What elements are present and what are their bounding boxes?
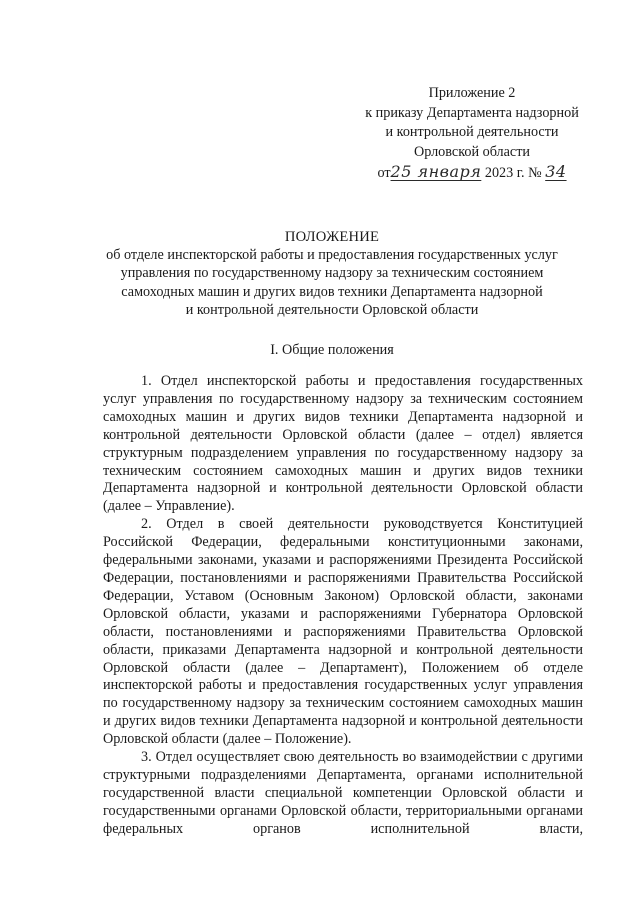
document-body: [103, 373, 583, 839]
paragraph-2: 2. Отдел в своей деятельности руководствуется Конституцией Российской Федерации, федеральными конституционными законами, федеральными законами, указами и распоряжениями Президента Российской Федерации, постановлениями и распоряжениями Правительства Российской Федерации, Уставом (Основным Законом) Орловской области, законами Орловской области, указами и распоряжениями Губернатора Орловской области, постановлениями и распоряжениями Правительства Орловской области, приказами Департамента надзорной и контрольной деятельности Орловской области (далее – Департамент), Положением об отделе инспекторской работы и предоставления государственных услуг управления по государственному надзору за техническим состоянием самоходных машин и других видов техники Департамента надзорной и контрольной деятельности Орловской области (далее – Положение).: [103, 516, 583, 748]
date-year: 2023 г. №: [484, 165, 542, 182]
paragraph-1: 1. Отдел инспекторской работы и предоставления государственных услуг управления по государственному надзору за техническим состоянием самоходных машин и других видов техники Департамента надзорной и контрольной деятельности Орловской области (далее – отдел) является структурным подразделением управления по государственному надзору за техническим состоянием самоходных машин и других видов техники Департамента надзорной и контрольной деятельности Орловской области (далее – Управление).: [103, 373, 583, 515]
appendix-date-line: [352, 162, 592, 184]
appendix-department-line: и контрольной деятельности: [385, 124, 559, 141]
appendix-region-line: Орловской области: [413, 143, 531, 160]
appendix-order-line: к приказу Департамента надзорной: [365, 104, 579, 121]
section-heading: I. Общие положения: [270, 342, 394, 358]
title-line-2: управления по государственному надзору за техническим состоянием: [120, 265, 544, 282]
appendix-block: [352, 84, 592, 184]
handwritten-number: 34: [545, 162, 567, 182]
title-line-4: и контрольной деятельности Орловской области: [185, 301, 479, 318]
paragraph-3: 3. Отдел осуществляет свою деятельность во взаимодействии с другими структурными подразделениями Департамента, органами исполнительной государственной власти специальной компетенции Орловской области и государственными органами Орловской области, территориальными органами федеральных органов исполнительной власти,: [103, 749, 583, 837]
title-line-1: об отделе инспекторской работы и предоставления государственных услуг: [106, 247, 558, 264]
date-prefix: от: [377, 165, 391, 182]
document-title-block: [90, 228, 574, 319]
handwritten-date: 25 января: [390, 162, 482, 182]
title-line-3: самоходных машин и других видов техники Департамента надзорной: [121, 283, 543, 300]
document-heading: ПОЛОЖЕНИЕ: [284, 229, 380, 245]
appendix-title: Приложение 2: [428, 85, 516, 101]
